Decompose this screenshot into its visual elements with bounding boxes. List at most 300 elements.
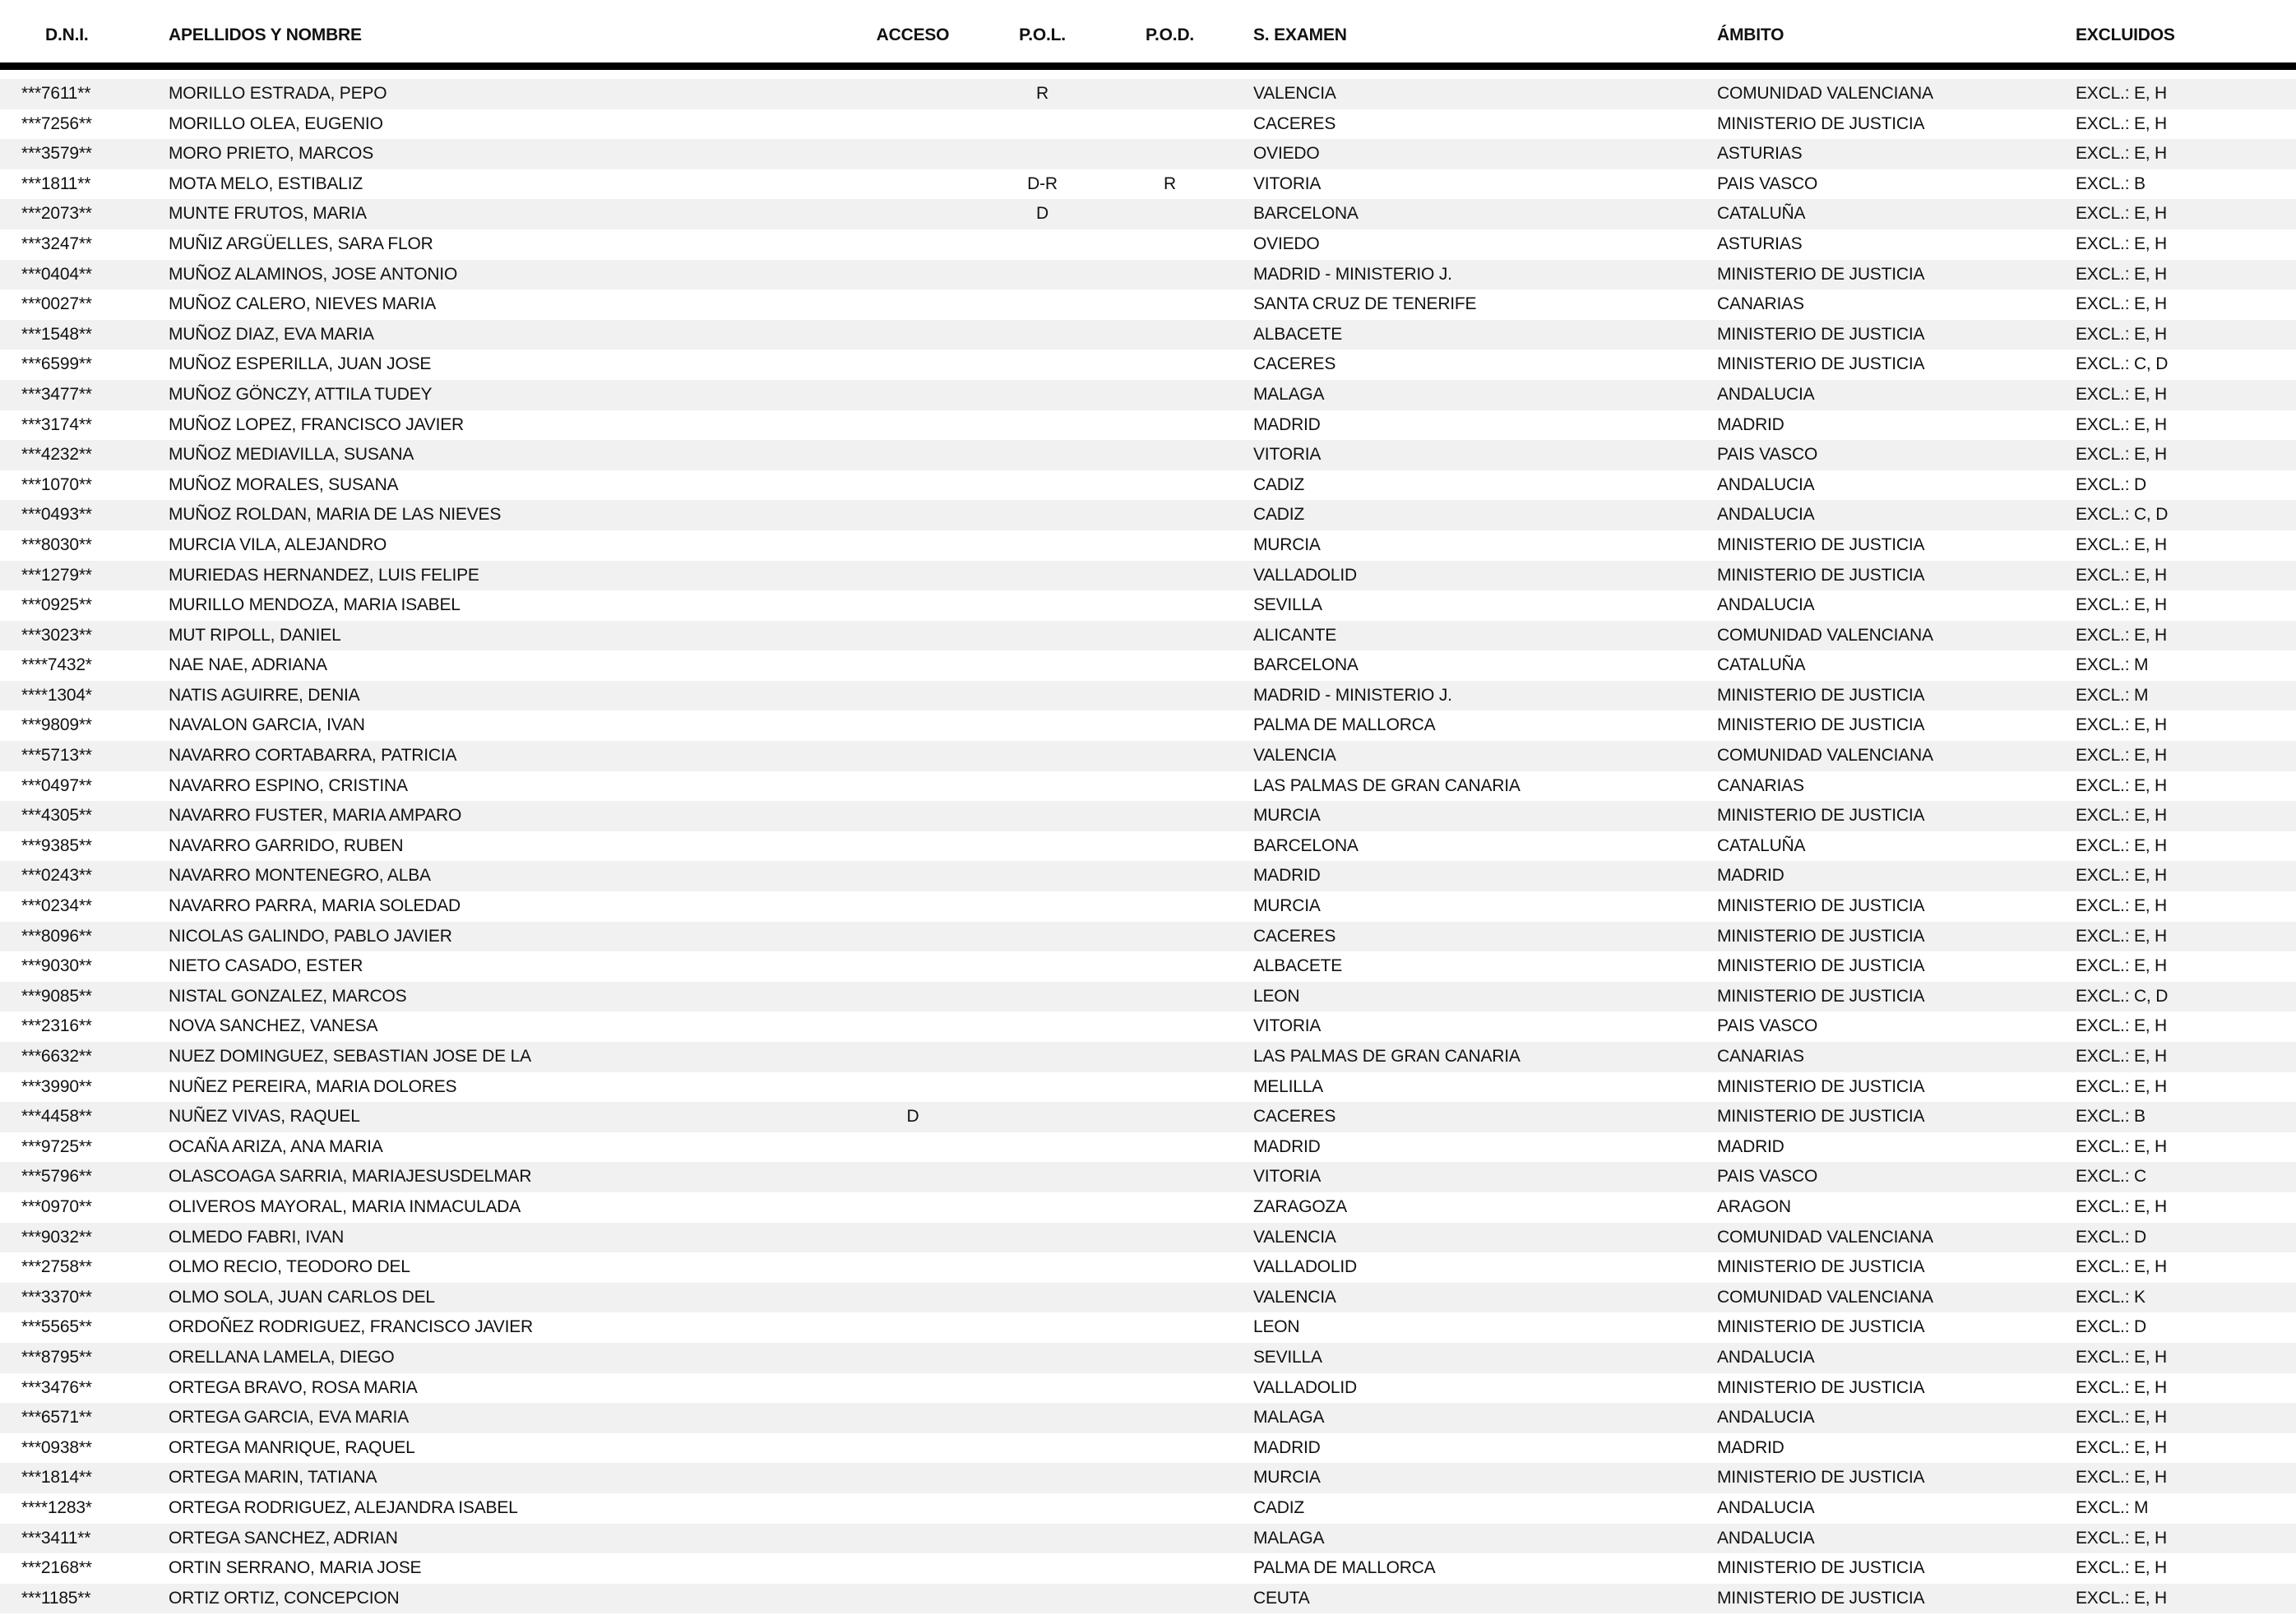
cell-nombre: MUÑOZ GÖNCZY, ATTILA TUDEY bbox=[169, 384, 433, 404]
table-row bbox=[0, 320, 2296, 350]
cell-nombre: MUÑOZ DIAZ, EVA MARIA bbox=[169, 324, 374, 344]
table-body bbox=[0, 79, 2296, 1613]
cell-examen: CADIZ bbox=[1253, 474, 1305, 494]
cell-excluidos: EXCL.: C, D bbox=[2076, 354, 2169, 374]
table-row bbox=[0, 951, 2296, 982]
cell-dni: ***5565** bbox=[21, 1317, 92, 1337]
cell-examen: ALICANTE bbox=[1253, 625, 1337, 645]
table-row bbox=[0, 1162, 2296, 1192]
cell-excluidos: EXCL.: E, H bbox=[2076, 926, 2168, 946]
cell-examen: MALAGA bbox=[1253, 1408, 1325, 1428]
cell-ambito: CATALUÑA bbox=[1717, 204, 1806, 224]
cell-ambito: MINISTERIO DE JUSTICIA bbox=[1717, 534, 1925, 554]
cell-nombre: MORILLO OLEA, EUGENIO bbox=[169, 113, 383, 133]
cell-examen: LEON bbox=[1253, 986, 1300, 1006]
cell-ambito: ANDALUCIA bbox=[1717, 1497, 1815, 1517]
cell-examen: PALMA DE MALLORCA bbox=[1253, 715, 1436, 735]
cell-excluidos: EXCL.: E, H bbox=[2076, 1257, 2168, 1277]
cell-excluidos: EXCL.: E, H bbox=[2076, 866, 2168, 886]
cell-ambito: ANDALUCIA bbox=[1717, 505, 1815, 525]
cell-ambito: ANDALUCIA bbox=[1717, 474, 1815, 494]
cell-excluidos: EXCL.: E, H bbox=[2076, 1408, 2168, 1428]
cell-examen: OVIEDO bbox=[1253, 234, 1320, 253]
cell-dni: ***2758** bbox=[21, 1257, 92, 1277]
cell-ambito: MINISTERIO DE JUSTICIA bbox=[1717, 1107, 1925, 1127]
cell-excluidos: EXCL.: E, H bbox=[2076, 956, 2168, 976]
cell-examen: MADRID - MINISTERIO J. bbox=[1253, 685, 1452, 705]
cell-dni: ***1070** bbox=[21, 474, 92, 494]
table-row bbox=[0, 621, 2296, 651]
cell-nombre: MUÑIZ ARGÜELLES, SARA FLOR bbox=[169, 234, 433, 253]
cell-examen: LAS PALMAS DE GRAN CANARIA bbox=[1253, 775, 1521, 795]
cell-dni: ***0497** bbox=[21, 775, 92, 795]
cell-nombre: ORTEGA MARIN, TATIANA bbox=[169, 1468, 377, 1488]
cell-dni: ***7611** bbox=[21, 84, 91, 103]
cell-excluidos: EXCL.: M bbox=[2076, 685, 2149, 705]
table-row bbox=[0, 1343, 2296, 1373]
table-row bbox=[0, 169, 2296, 200]
table-header-row bbox=[0, 0, 2296, 70]
cell-examen: CEUTA bbox=[1253, 1588, 1310, 1608]
cell-pol: R bbox=[1036, 84, 1048, 103]
cell-excluidos: EXCL.: E, H bbox=[2076, 234, 2168, 253]
cell-examen: VALENCIA bbox=[1253, 746, 1336, 766]
cell-dni: ***6632** bbox=[21, 1047, 92, 1066]
cell-excluidos: EXCL.: E, H bbox=[2076, 534, 2168, 554]
cell-excluidos: EXCL.: E, H bbox=[2076, 1558, 2168, 1578]
cell-examen: MELILLA bbox=[1253, 1076, 1323, 1096]
column-header-dni: D.N.I. bbox=[45, 25, 89, 45]
cell-ambito: COMUNIDAD VALENCIANA bbox=[1717, 1227, 1933, 1247]
cell-examen: VITORIA bbox=[1253, 1167, 1322, 1187]
table-row bbox=[0, 530, 2296, 561]
cell-nombre: OCAÑA ARIZA, ANA MARIA bbox=[169, 1136, 383, 1156]
cell-ambito: MINISTERIO DE JUSTICIA bbox=[1717, 685, 1925, 705]
cell-ambito: ASTURIAS bbox=[1717, 234, 1803, 253]
cell-ambito: CANARIAS bbox=[1717, 1047, 1804, 1066]
cell-dni: ****1304* bbox=[21, 685, 92, 705]
table-row bbox=[0, 1192, 2296, 1223]
cell-ambito: COMUNIDAD VALENCIANA bbox=[1717, 625, 1933, 645]
cell-dni: ***5713** bbox=[21, 746, 92, 766]
cell-ambito: MINISTERIO DE JUSTICIA bbox=[1717, 986, 1925, 1006]
cell-nombre: NAVALON GARCIA, IVAN bbox=[169, 715, 365, 735]
cell-ambito: ANDALUCIA bbox=[1717, 384, 1815, 404]
cell-examen: VALLADOLID bbox=[1253, 1377, 1357, 1397]
cell-nombre: OLASCOAGA SARRIA, MARIAJESUSDELMAR bbox=[169, 1167, 532, 1187]
cell-examen: VALENCIA bbox=[1253, 1227, 1336, 1247]
cell-examen: CACERES bbox=[1253, 354, 1336, 374]
cell-examen: MURCIA bbox=[1253, 1468, 1321, 1488]
cell-ambito: MADRID bbox=[1717, 1136, 1784, 1156]
cell-dni: ***1548** bbox=[21, 324, 92, 344]
cell-nombre: MURCIA VILA, ALEJANDRO bbox=[169, 534, 387, 554]
table-row bbox=[0, 470, 2296, 501]
cell-excluidos: EXCL.: E, H bbox=[2076, 1588, 2168, 1608]
cell-ambito: MINISTERIO DE JUSTICIA bbox=[1717, 354, 1925, 374]
cell-nombre: MUÑOZ CALERO, NIEVES MARIA bbox=[169, 294, 437, 314]
cell-ambito: COMUNIDAD VALENCIANA bbox=[1717, 84, 1933, 103]
table-row bbox=[0, 922, 2296, 952]
cell-examen: PALMA DE MALLORCA bbox=[1253, 1558, 1436, 1578]
cell-nombre: MUÑOZ ROLDAN, MARIA DE LAS NIEVES bbox=[169, 505, 502, 525]
cell-nombre: MUÑOZ ESPERILLA, JUAN JOSE bbox=[169, 354, 432, 374]
cell-excluidos: EXCL.: E, H bbox=[2076, 1468, 2168, 1488]
cell-ambito: MINISTERIO DE JUSTICIA bbox=[1717, 324, 1925, 344]
table-row bbox=[0, 380, 2296, 410]
cell-nombre: MUÑOZ ALAMINOS, JOSE ANTONIO bbox=[169, 264, 458, 284]
cell-excluidos: EXCL.: E, H bbox=[2076, 1528, 2168, 1548]
cell-ambito: MINISTERIO DE JUSTICIA bbox=[1717, 926, 1925, 946]
cell-nombre: MUÑOZ MEDIAVILLA, SUSANA bbox=[169, 445, 414, 465]
cell-nombre: NAVARRO FUSTER, MARIA AMPARO bbox=[169, 806, 462, 826]
cell-nombre: MORILLO ESTRADA, PEPO bbox=[169, 84, 387, 103]
cell-nombre: ORTIZ ORTIZ, CONCEPCION bbox=[169, 1588, 400, 1608]
cell-ambito: ANDALUCIA bbox=[1717, 1347, 1815, 1367]
cell-excluidos: EXCL.: C, D bbox=[2076, 505, 2169, 525]
cell-excluidos: EXCL.: E, H bbox=[2076, 324, 2168, 344]
cell-dni: ***9032** bbox=[21, 1227, 92, 1247]
cell-excluidos: EXCL.: E, H bbox=[2076, 625, 2168, 645]
cell-excluidos: EXCL.: E, H bbox=[2076, 715, 2168, 735]
cell-excluidos: EXCL.: E, H bbox=[2076, 264, 2168, 284]
cell-examen: CACERES bbox=[1253, 1107, 1336, 1127]
cell-ambito: PAIS VASCO bbox=[1717, 1016, 1818, 1036]
cell-examen: ZARAGOZA bbox=[1253, 1196, 1347, 1216]
cell-dni: ****1283* bbox=[21, 1497, 92, 1517]
table-row bbox=[0, 982, 2296, 1012]
cell-examen: LEON bbox=[1253, 1317, 1300, 1337]
cell-dni: ***3579** bbox=[21, 144, 92, 164]
cell-excluidos: EXCL.: C, D bbox=[2076, 986, 2169, 1006]
table-row bbox=[0, 260, 2296, 290]
cell-ambito: MINISTERIO DE JUSTICIA bbox=[1717, 113, 1925, 133]
cell-nombre: MUÑOZ MORALES, SUSANA bbox=[169, 474, 399, 494]
cell-nombre: MUT RIPOLL, DANIEL bbox=[169, 625, 341, 645]
cell-ambito: MINISTERIO DE JUSTICIA bbox=[1717, 1377, 1925, 1397]
cell-excluidos: EXCL.: E, H bbox=[2076, 144, 2168, 164]
cell-pod: R bbox=[1164, 174, 1176, 193]
cell-dni: ***4458** bbox=[21, 1107, 92, 1127]
cell-dni: ***3370** bbox=[21, 1287, 92, 1307]
table-row bbox=[0, 1132, 2296, 1163]
cell-nombre: NAVARRO GARRIDO, RUBEN bbox=[169, 835, 404, 855]
cell-excluidos: EXCL.: E, H bbox=[2076, 1136, 2168, 1156]
table-row bbox=[0, 801, 2296, 831]
cell-nombre: MUNTE FRUTOS, MARIA bbox=[169, 204, 367, 224]
cell-examen: BARCELONA bbox=[1253, 835, 1359, 855]
cell-ambito: MINISTERIO DE JUSTICIA bbox=[1717, 806, 1925, 826]
table-row bbox=[0, 410, 2296, 441]
cell-ambito: MADRID bbox=[1717, 866, 1784, 886]
cell-excluidos: EXCL.: E, H bbox=[2076, 896, 2168, 916]
cell-dni: ***0027** bbox=[21, 294, 92, 314]
table-row bbox=[0, 771, 2296, 802]
cell-nombre: NAVARRO PARRA, MARIA SOLEDAD bbox=[169, 896, 461, 916]
cell-ambito: CATALUÑA bbox=[1717, 655, 1806, 675]
column-header-pol: P.O.L. bbox=[1019, 25, 1066, 45]
cell-examen: MALAGA bbox=[1253, 1528, 1325, 1548]
column-header-acceso: ACCESO bbox=[876, 25, 950, 45]
cell-ambito: MINISTERIO DE JUSTICIA bbox=[1717, 565, 1925, 585]
cell-dni: ***2316** bbox=[21, 1016, 92, 1036]
cell-nombre: NISTAL GONZALEZ, MARCOS bbox=[169, 986, 407, 1006]
cell-excluidos: EXCL.: C bbox=[2076, 1167, 2146, 1187]
cell-examen: VITORIA bbox=[1253, 445, 1322, 465]
cell-examen: VITORIA bbox=[1253, 174, 1322, 193]
cell-dni: ***3023** bbox=[21, 625, 92, 645]
cell-ambito: MADRID bbox=[1717, 1437, 1784, 1457]
table-row bbox=[0, 1102, 2296, 1132]
cell-dni: ***9030** bbox=[21, 956, 92, 976]
cell-excluidos: EXCL.: E, H bbox=[2076, 113, 2168, 133]
cell-excluidos: EXCL.: E, H bbox=[2076, 1196, 2168, 1216]
cell-nombre: ORTEGA MANRIQUE, RAQUEL bbox=[169, 1437, 415, 1457]
cell-dni: ***4305** bbox=[21, 806, 92, 826]
cell-excluidos: EXCL.: E, H bbox=[2076, 746, 2168, 766]
table-row bbox=[0, 1283, 2296, 1313]
cell-excluidos: EXCL.: M bbox=[2076, 1497, 2149, 1517]
cell-excluidos: EXCL.: E, H bbox=[2076, 565, 2168, 585]
table-row bbox=[0, 561, 2296, 591]
table-row bbox=[0, 1463, 2296, 1493]
cell-excluidos: EXCL.: E, H bbox=[2076, 835, 2168, 855]
cell-dni: ***0243** bbox=[21, 866, 92, 886]
cell-excluidos: EXCL.: D bbox=[2076, 1227, 2146, 1247]
cell-ambito: MINISTERIO DE JUSTICIA bbox=[1717, 956, 1925, 976]
table-row bbox=[0, 229, 2296, 260]
table-row bbox=[0, 1524, 2296, 1554]
cell-excluidos: EXCL.: E, H bbox=[2076, 1377, 2168, 1397]
cell-examen: VALENCIA bbox=[1253, 84, 1336, 103]
header-gap bbox=[0, 70, 2296, 79]
cell-nombre: NUÑEZ PEREIRA, MARIA DOLORES bbox=[169, 1076, 457, 1096]
cell-ambito: MINISTERIO DE JUSTICIA bbox=[1717, 1558, 1925, 1578]
cell-nombre: OLMEDO FABRI, IVAN bbox=[169, 1227, 345, 1247]
cell-nombre: NUEZ DOMINGUEZ, SEBASTIAN JOSE DE LA bbox=[169, 1047, 531, 1066]
cell-examen: MALAGA bbox=[1253, 384, 1325, 404]
cell-nombre: MOTA MELO, ESTIBALIZ bbox=[169, 174, 363, 193]
column-header-examen: S. EXAMEN bbox=[1253, 25, 1347, 45]
cell-examen: VALLADOLID bbox=[1253, 1257, 1357, 1277]
cell-examen: LAS PALMAS DE GRAN CANARIA bbox=[1253, 1047, 1521, 1066]
table-row bbox=[0, 79, 2296, 109]
cell-dni: ***1814** bbox=[21, 1468, 92, 1488]
table-row bbox=[0, 1403, 2296, 1433]
table-row bbox=[0, 590, 2296, 621]
cell-dni: ***9725** bbox=[21, 1136, 92, 1156]
cell-dni: ***3990** bbox=[21, 1076, 92, 1096]
cell-ambito: MINISTERIO DE JUSTICIA bbox=[1717, 896, 1925, 916]
cell-excluidos: EXCL.: M bbox=[2076, 655, 2149, 675]
cell-nombre: OLMO SOLA, JUAN CARLOS DEL bbox=[169, 1287, 435, 1307]
cell-nombre: NAVARRO MONTENEGRO, ALBA bbox=[169, 866, 431, 886]
cell-nombre: MORO PRIETO, MARCOS bbox=[169, 144, 373, 164]
cell-examen: CACERES bbox=[1253, 113, 1336, 133]
cell-ambito: PAIS VASCO bbox=[1717, 1167, 1818, 1187]
table-row bbox=[0, 1493, 2296, 1524]
cell-ambito: CANARIAS bbox=[1717, 775, 1804, 795]
cell-ambito: ARAGON bbox=[1717, 1196, 1791, 1216]
cell-excluidos: EXCL.: E, H bbox=[2076, 1347, 2168, 1367]
cell-nombre: ORTEGA RODRIGUEZ, ALEJANDRA ISABEL bbox=[169, 1497, 518, 1517]
cell-examen: BARCELONA bbox=[1253, 655, 1359, 675]
cell-ambito: ANDALUCIA bbox=[1717, 1528, 1815, 1548]
cell-nombre: MUÑOZ LOPEZ, FRANCISCO JAVIER bbox=[169, 414, 465, 434]
cell-pol: D bbox=[1036, 204, 1048, 224]
cell-examen: VALLADOLID bbox=[1253, 565, 1357, 585]
table-row bbox=[0, 289, 2296, 320]
cell-ambito: COMUNIDAD VALENCIANA bbox=[1717, 746, 1933, 766]
table-row bbox=[0, 199, 2296, 229]
cell-nombre: ORELLANA LAMELA, DIEGO bbox=[169, 1347, 395, 1367]
column-header-nombre: APELLIDOS Y NOMBRE bbox=[169, 25, 362, 45]
cell-nombre: ORTEGA GARCIA, EVA MARIA bbox=[169, 1408, 409, 1428]
cell-ambito: CATALUÑA bbox=[1717, 835, 1806, 855]
cell-dni: ***8795** bbox=[21, 1347, 92, 1367]
cell-dni: ***3477** bbox=[21, 384, 92, 404]
cell-nombre: NATIS AGUIRRE, DENIA bbox=[169, 685, 360, 705]
cell-dni: ***4232** bbox=[21, 445, 92, 465]
cell-examen: ALBACETE bbox=[1253, 956, 1343, 976]
cell-dni: ***0404** bbox=[21, 264, 92, 284]
cell-dni: ***7256** bbox=[21, 113, 92, 133]
cell-nombre: ORDOÑEZ RODRIGUEZ, FRANCISCO JAVIER bbox=[169, 1317, 533, 1337]
cell-nombre: NIETO CASADO, ESTER bbox=[169, 956, 363, 976]
cell-ambito: MINISTERIO DE JUSTICIA bbox=[1717, 264, 1925, 284]
cell-nombre: ORTEGA SANCHEZ, ADRIAN bbox=[169, 1528, 398, 1548]
table-row bbox=[0, 440, 2296, 470]
cell-examen: MADRID bbox=[1253, 414, 1321, 434]
cell-dni: ***0234** bbox=[21, 896, 92, 916]
cell-nombre: OLIVEROS MAYORAL, MARIA INMACULADA bbox=[169, 1196, 521, 1216]
cell-excluidos: EXCL.: E, H bbox=[2076, 1016, 2168, 1036]
cell-ambito: MINISTERIO DE JUSTICIA bbox=[1717, 1076, 1925, 1096]
cell-excluidos: EXCL.: E, H bbox=[2076, 84, 2168, 103]
cell-dni: ***3476** bbox=[21, 1377, 92, 1397]
cell-examen: VALENCIA bbox=[1253, 1287, 1336, 1307]
cell-ambito: ASTURIAS bbox=[1717, 144, 1803, 164]
table-row bbox=[0, 650, 2296, 681]
cell-dni: ***2168** bbox=[21, 1558, 92, 1578]
column-header-pod: P.O.D. bbox=[1145, 25, 1195, 45]
cell-nombre: MURIEDAS HERNANDEZ, LUIS FELIPE bbox=[169, 565, 479, 585]
cell-nombre: NAVARRO ESPINO, CRISTINA bbox=[169, 775, 408, 795]
cell-excluidos: EXCL.: K bbox=[2076, 1287, 2146, 1307]
cell-examen: SANTA CRUZ DE TENERIFE bbox=[1253, 294, 1477, 314]
cell-dni: ***8030** bbox=[21, 534, 92, 554]
cell-nombre: ORTIN SERRANO, MARIA JOSE bbox=[169, 1558, 422, 1578]
cell-excluidos: EXCL.: E, H bbox=[2076, 204, 2168, 224]
cell-ambito: MINISTERIO DE JUSTICIA bbox=[1717, 1468, 1925, 1488]
cell-dni: ***0938** bbox=[21, 1437, 92, 1457]
cell-nombre: NUÑEZ VIVAS, RAQUEL bbox=[169, 1107, 360, 1127]
cell-dni: ***3247** bbox=[21, 234, 92, 253]
cell-dni: ***0925** bbox=[21, 595, 92, 615]
table-row bbox=[0, 1072, 2296, 1103]
cell-dni: ***1279** bbox=[21, 565, 92, 585]
table-row bbox=[0, 681, 2296, 711]
cell-examen: BARCELONA bbox=[1253, 204, 1359, 224]
cell-ambito: PAIS VASCO bbox=[1717, 174, 1818, 193]
cell-excluidos: EXCL.: B bbox=[2076, 174, 2146, 193]
cell-examen: MURCIA bbox=[1253, 806, 1321, 826]
cell-examen: OVIEDO bbox=[1253, 144, 1320, 164]
column-header-excluidos: EXCLUIDOS bbox=[2076, 25, 2175, 45]
cell-excluidos: EXCL.: D bbox=[2076, 1317, 2146, 1337]
cell-dni: ***2073** bbox=[21, 204, 92, 224]
cell-nombre: OLMO RECIO, TEODORO DEL bbox=[169, 1257, 410, 1277]
table-row bbox=[0, 139, 2296, 169]
cell-examen: SEVILLA bbox=[1253, 1347, 1322, 1367]
cell-dni: ***1811** bbox=[21, 174, 91, 193]
cell-dni: ***5796** bbox=[21, 1167, 92, 1187]
table-row bbox=[0, 1312, 2296, 1343]
cell-examen: VITORIA bbox=[1253, 1016, 1322, 1036]
cell-dni: ***6571** bbox=[21, 1408, 92, 1428]
cell-ambito: MINISTERIO DE JUSTICIA bbox=[1717, 715, 1925, 735]
cell-examen: MADRID bbox=[1253, 866, 1321, 886]
cell-nombre: NICOLAS GALINDO, PABLO JAVIER bbox=[169, 926, 452, 946]
cell-nombre: ORTEGA BRAVO, ROSA MARIA bbox=[169, 1377, 418, 1397]
table-row bbox=[0, 109, 2296, 140]
cell-dni: ***3174** bbox=[21, 414, 92, 434]
cell-examen: CADIZ bbox=[1253, 505, 1305, 525]
cell-excluidos: EXCL.: E, H bbox=[2076, 775, 2168, 795]
cell-examen: SEVILLA bbox=[1253, 595, 1322, 615]
cell-dni: ***0493** bbox=[21, 505, 92, 525]
cell-examen: MURCIA bbox=[1253, 896, 1321, 916]
cell-excluidos: EXCL.: E, H bbox=[2076, 1076, 2168, 1096]
cell-dni: ***3411** bbox=[21, 1528, 91, 1548]
cell-excluidos: EXCL.: E, H bbox=[2076, 595, 2168, 615]
cell-dni: ***9385** bbox=[21, 835, 92, 855]
cell-excluidos: EXCL.: E, H bbox=[2076, 384, 2168, 404]
table-row bbox=[0, 891, 2296, 922]
table-row bbox=[0, 1042, 2296, 1072]
cell-ambito: MINISTERIO DE JUSTICIA bbox=[1717, 1588, 1925, 1608]
table-row bbox=[0, 1553, 2296, 1584]
cell-ambito: ANDALUCIA bbox=[1717, 1408, 1815, 1428]
cell-dni: ***6599** bbox=[21, 354, 92, 374]
cell-examen: MADRID bbox=[1253, 1136, 1321, 1156]
cell-nombre: NAE NAE, ADRIANA bbox=[169, 655, 327, 675]
cell-dni: ***0970** bbox=[21, 1196, 92, 1216]
cell-pol: D-R bbox=[1027, 174, 1058, 193]
cell-ambito: MINISTERIO DE JUSTICIA bbox=[1717, 1317, 1925, 1337]
cell-nombre: NOVA SANCHEZ, VANESA bbox=[169, 1016, 378, 1036]
table-row bbox=[0, 1011, 2296, 1042]
table-row bbox=[0, 349, 2296, 380]
cell-examen: CACERES bbox=[1253, 926, 1336, 946]
cell-dni: ***8096** bbox=[21, 926, 92, 946]
table-row bbox=[0, 500, 2296, 530]
cell-acceso: D bbox=[906, 1107, 919, 1127]
cell-examen: ALBACETE bbox=[1253, 324, 1343, 344]
cell-dni: ***9809** bbox=[21, 715, 92, 735]
table-row bbox=[0, 1223, 2296, 1253]
cell-examen: CADIZ bbox=[1253, 1497, 1305, 1517]
cell-excluidos: EXCL.: D bbox=[2076, 474, 2146, 494]
cell-examen: MURCIA bbox=[1253, 534, 1321, 554]
table-row bbox=[0, 710, 2296, 741]
cell-excluidos: EXCL.: E, H bbox=[2076, 1047, 2168, 1066]
table-row bbox=[0, 831, 2296, 862]
cell-ambito: MINISTERIO DE JUSTICIA bbox=[1717, 1257, 1925, 1277]
cell-excluidos: EXCL.: E, H bbox=[2076, 445, 2168, 465]
cell-nombre: NAVARRO CORTABARRA, PATRICIA bbox=[169, 746, 457, 766]
cell-dni: ***9085** bbox=[21, 986, 92, 1006]
